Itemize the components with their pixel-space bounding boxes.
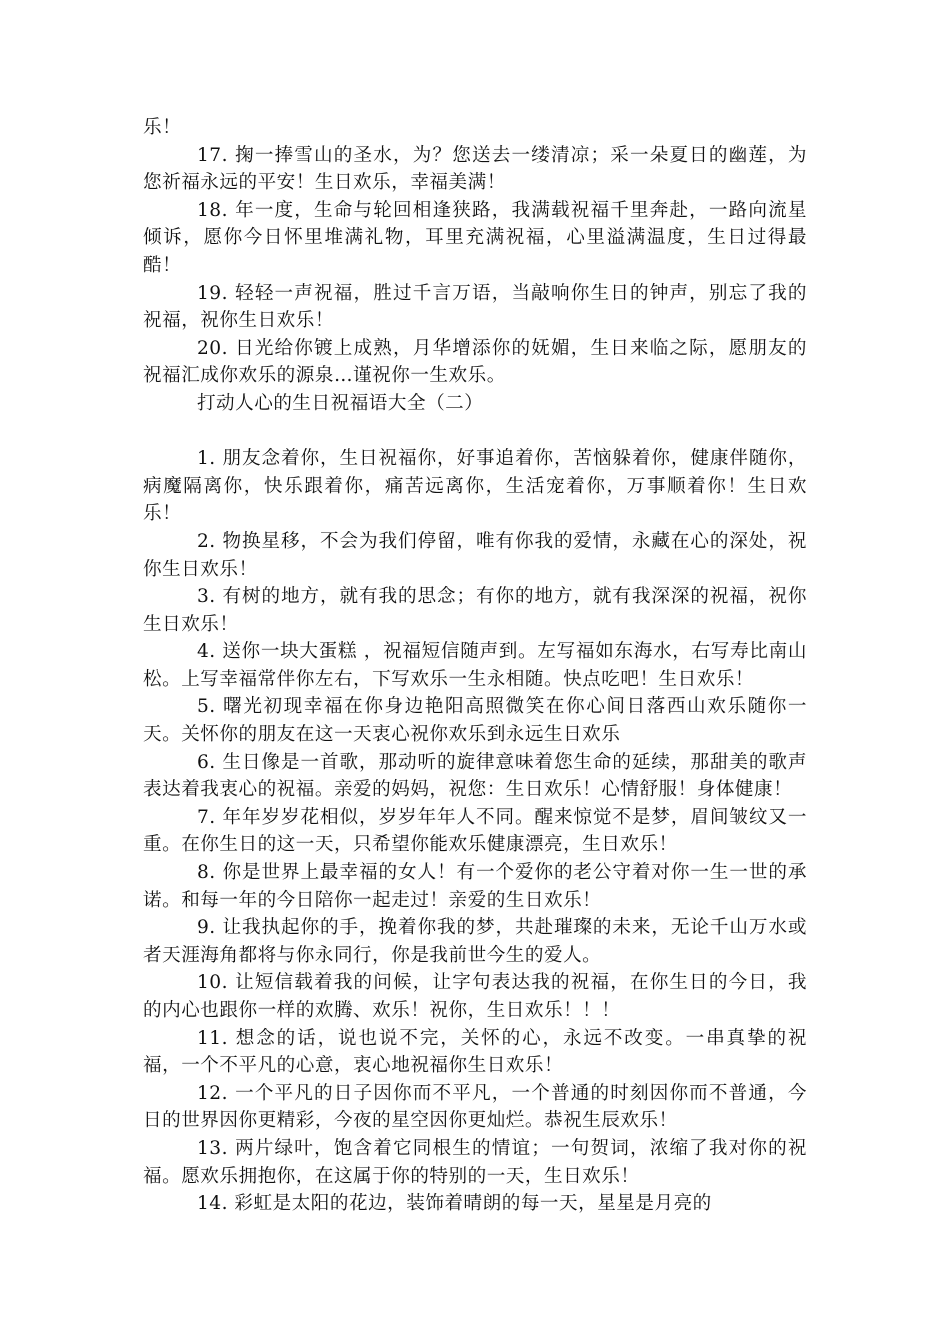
wish-paragraph-14: 14. 彩虹是太阳的花边，装饰着晴朗的每一天，星星是月亮的	[196, 1193, 712, 1215]
wish-paragraph-11: 11. 想念的话，说也说不完，关怀的心，永远不改变。一串真挚的祝福，一个不平凡的心意，衷心地祝福你生日欢乐！	[143, 1027, 807, 1077]
wish-paragraph-4: 4. 送你一块大蛋糕 ，祝福短信随声到。左写福如东海水，右写寿比南山松。上写幸福常伴你左右，下写欢乐一生永相随。快点吃吧！生日欢乐！	[143, 641, 807, 690]
wish-paragraph-8: 8. 你是世界上最幸福的女人！有一个爱你的老公守着对你一生一世的承诺。和每一年的今日陪你一起走过！亲爱的生日欢乐！	[143, 862, 807, 911]
wish-paragraph-2: 2. 物换星移，不会为我们停留，唯有你我的爱情，永藏在心的深处，祝你生日欢乐！	[143, 530, 807, 580]
wish-paragraph-20: 20. 日光给你镀上成熟，月华增添你的妩媚，生日来临之际，愿朋友的祝福汇成你欢乐的源泉…谨祝你一生欢乐。	[143, 337, 807, 387]
wish-paragraph-9: 9. 让我执起你的手，挽着你我的梦，共赴璀璨的未来，无论千山万水或者天涯海角都将与你永同行，你是我前世今生的爱人。	[143, 917, 807, 966]
wish-paragraph-18: 18. 年一度，生命与轮回相逢狭路，我满载祝福千里奔赴，一路向流星倾诉，愿你今日怀里堆满礼物，耳里充满祝福，心里溢满温度，生日过得最酷！	[143, 199, 807, 276]
document-page	[143, 114, 807, 1218]
section-heading: 打动人心的生日祝福语大全（二）	[196, 392, 484, 414]
wish-paragraph-7: 7. 年年岁岁花相似，岁岁年年人不同。醒来惊觉不是梦，眉间皱纹又一重。在你生日的这一天，只希望你能欢乐健康漂亮，生日欢乐！	[143, 806, 807, 856]
wish-paragraph-10: 10. 让短信载着我的问候，让字句表达我的祝福，在你生日的今日，我的内心也跟你一样的欢腾、欢乐！祝你，生日欢乐！！！	[143, 972, 807, 1021]
continuation-text: 乐！	[143, 117, 182, 138]
wish-paragraph-3: 3. 有树的地方，就有我的思念；有你的地方，就有我深深的祝福，祝你生日欢乐！	[143, 586, 807, 635]
wish-paragraph-19: 19. 轻轻一声祝福，胜过千言万语，当敲响你生日的钟声，别忘了我的祝福，祝你生日欢乐！	[143, 282, 807, 332]
wish-paragraph-5: 5. 曙光初现幸福在你身边艳阳高照微笑在你心间日落西山欢乐随你一天。关怀你的朋友在这一天衷心祝你欢乐到永远生日欢乐	[143, 696, 807, 746]
wish-paragraph-6: 6. 生日像是一首歌，那动听的旋律意味着您生命的延续，那甜美的歌声表达着我衷心的祝福。亲爱的妈妈，祝您：生日欢乐！心情舒服！身体健康！	[143, 751, 807, 801]
wish-paragraph-17: 17. 掬一捧雪山的圣水，为？您送去一缕清凉；采一朵夏日的幽莲，为您祈福永远的平安！生日欢乐，幸福美满！	[143, 144, 807, 194]
wish-paragraph-12: 12. 一个平凡的日子因你而不平凡，一个普通的时刻因你而不普通，今日的世界因你更精彩，今夜的星空因你更灿烂。恭祝生辰欢乐！	[143, 1082, 807, 1132]
wish-paragraph-13: 13. 两片绿叶，饱含着它同根生的情谊；一句贺词，浓缩了我对你的祝福。愿欢乐拥抱你，在这属于你的特别的一天，生日欢乐！	[143, 1137, 807, 1187]
wish-paragraph-1: 1. 朋友念着你，生日祝福你，好事追着你，苦恼躲着你，健康伴随你，病魔隔离你，快乐跟着你，痛苦远离你，生活宠着你，万事顺着你！生日欢乐！	[143, 448, 807, 525]
